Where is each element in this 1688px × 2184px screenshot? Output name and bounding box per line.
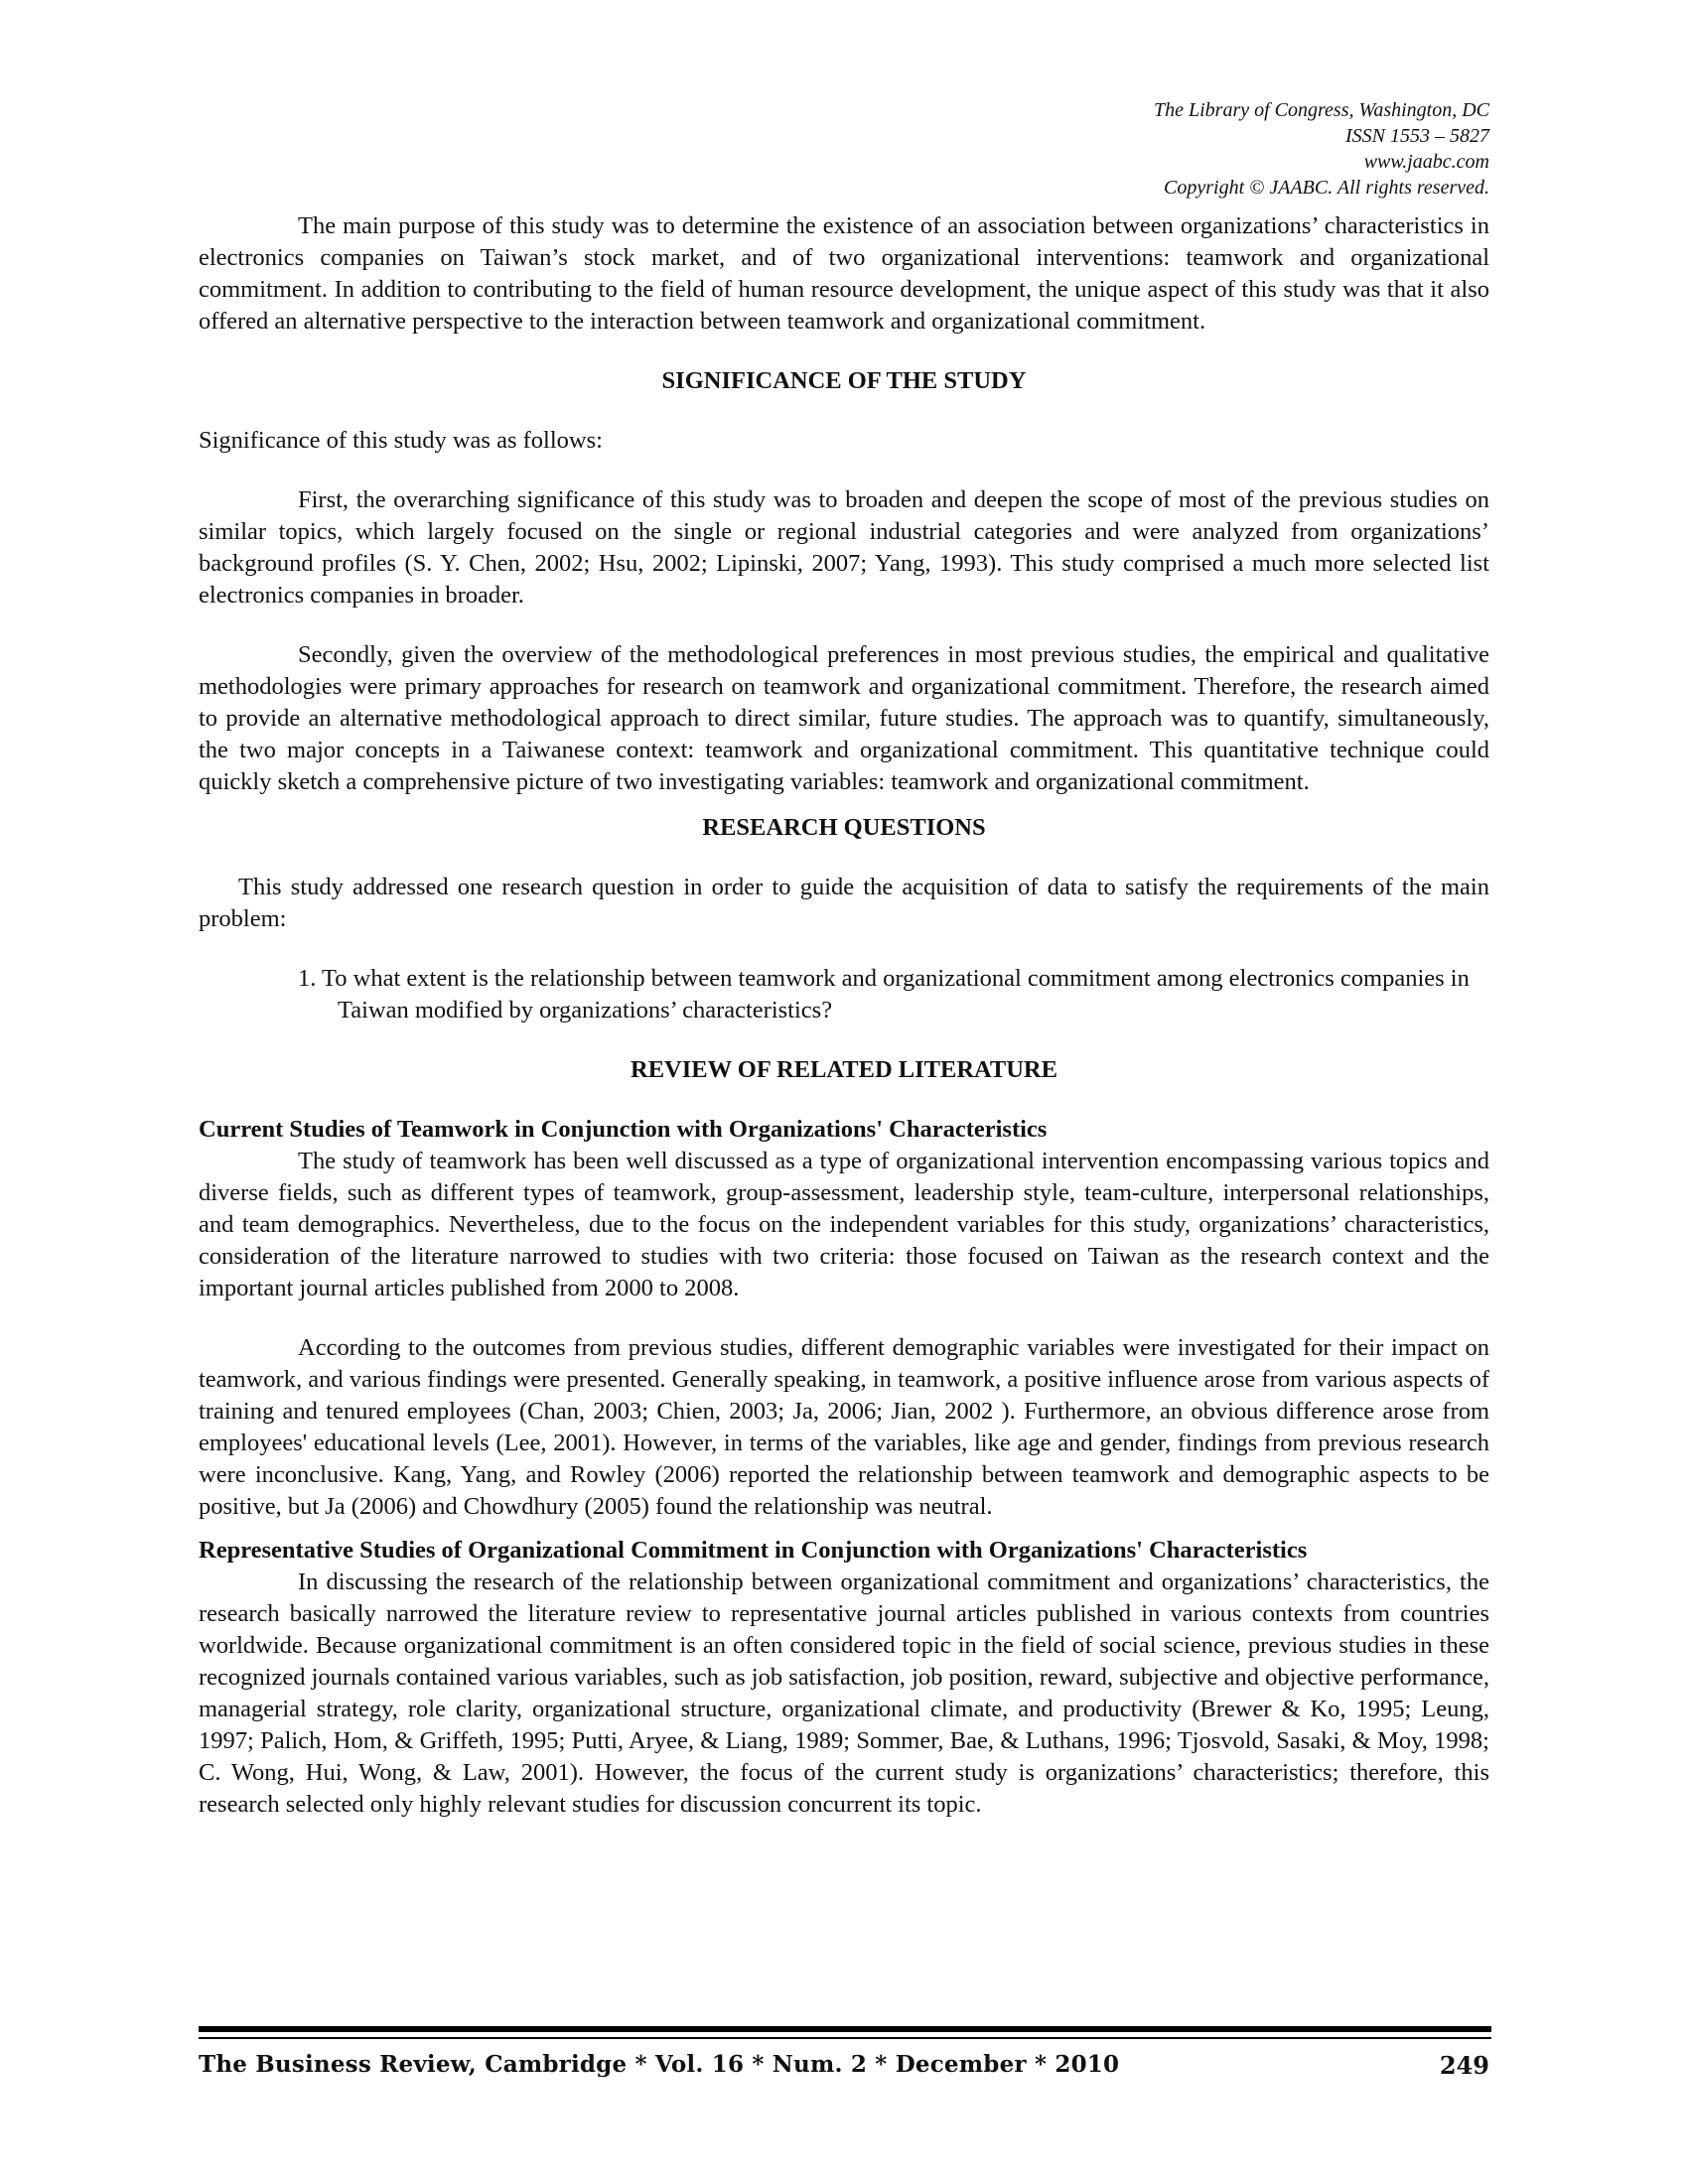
- subheading-teamwork: Current Studies of Teamwork in Conjunction with Organizations' Characteristics: [199, 1116, 1048, 1143]
- section-heading-research-questions: RESEARCH QUESTIONS: [702, 814, 986, 841]
- research-question-1: 1. To what extent is the relationship between teamwork and organizational commitment among electronics companies in Taiwan modified by organizations’ characteristics?: [298, 965, 1470, 1024]
- footer-page-number: 249: [1439, 2051, 1489, 2080]
- significance-lead: Significance of this study was as follows:: [199, 427, 603, 454]
- significance-paragraph-1: First, the overarching significance of this study was to broaden and deepen the scope of most of the previous studies on similar topics, which largely focused on the single or regional industrial categories and were analyzed from organizations’ background profiles (S. Y. Chen, 2002; Hsu, 2002; Lipinski, 2007; Yang, 1993). This study comprised a much more selected list electronics companies in broader.: [199, 486, 1489, 609]
- teamwork-paragraph-2: According to the outcomes from previous studies, different demographic variables were investigated for their impact on teamwork, and various findings were presented. Generally speaking, in teamwork, a positive influence arose from various aspects of training and tenured employees (Chan, 2003; Chien, 2003; Ja, 2006; Jian, 2002 ). Furthermore, an obvious difference arose from employees' educational levels (Lee, 2001). However, in terms of the variables, like age and gender, findings from previous research were inconclusive. Kang, Yang, and Rowley (2006) reported the relationship between teamwork and demographic aspects to be positive, but Ja (2006) and Chowdhury (2005) found the relationship was neutral.: [199, 1334, 1489, 1520]
- header-issn: ISSN 1553 – 5827: [1345, 125, 1489, 147]
- header-website: www.jaabc.com: [1363, 151, 1489, 173]
- header-copyright: Copyright © JAABC. All rights reserved.: [1164, 177, 1489, 199]
- research-questions-lead: This study addressed one research question in order to guide the acquisition of data to satisfy the requirements of the main problem:: [199, 874, 1489, 932]
- footer-rule-thick: [199, 2026, 1491, 2032]
- footer-rule-thin: [199, 2037, 1491, 2039]
- footer-journal-citation: The Business Review, Cambridge * Vol. 16 * Num. 2 * December * 2010: [199, 2051, 1120, 2078]
- significance-paragraph-2: Secondly, given the overview of the methodological preferences in most previous studies, the empirical and qualitative methodologies were primary approaches for research on teamwork and organizational commitment. Therefore, the research aimed to provide an alternative methodological approach to direct similar, future studies. The approach was to quantify, simultaneously, the two major concepts in a Taiwanese context: teamwork and organizational commitment. This quantitative technique could quickly sketch a comprehensive picture of two investigating variables: teamwork and organizational commitment.: [199, 641, 1489, 795]
- commitment-paragraph-1: In discussing the research of the relationship between organizational commitment and organizations’ characteristics, the research basically narrowed the literature review to representative journal articles published in various contexts from countries worldwide. Because organizational commitment is an often considered topic in the field of social science, previous studies in these recognized journals contained various variables, such as job satisfaction, job position, reward, subjective and objective performance, managerial strategy, role clarity, organizational structure, organizational climate, and productivity (Brewer & Ko, 1995; Leung, 1997; Palich, Hom, & Griffeth, 1995; Putti, Aryee, & Liang, 1989; Sommer, Bae, & Luthans, 1996; Tjosvold, Sasaki, & Moy, 1998; C. Wong, Hui, Wong, & Law, 2001). However, the focus of the current study is organizations’ characteristics; therefore, this research selected only highly relevant studies for discussion concurrent its topic.: [199, 1569, 1489, 1818]
- subheading-organizational-commitment: Representative Studies of Organizational Commitment in Conjunction with Organizations' Characteristics: [199, 1537, 1308, 1564]
- running-header: [1154, 97, 1489, 201]
- section-heading-literature: REVIEW OF RELATED LITERATURE: [631, 1056, 1057, 1083]
- header-library: The Library of Congress, Washington, DC: [1153, 99, 1489, 121]
- intro-paragraph: The main purpose of this study was to determine the existence of an association between organizations’ characteristics in electronics companies on Taiwan’s stock market, and of two organizational interventions: teamwork and organizational commitment. In addition to contributing to the field of human resource development, the unique aspect of this study was that it also offered an alternative perspective to the interaction between teamwork and organizational commitment.: [199, 212, 1489, 335]
- teamwork-paragraph-1: The study of teamwork has been well discussed as a type of organizational intervention encompassing various topics and diverse fields, such as different types of teamwork, group-assessment, leadership style, team-culture, interpersonal relationships, and team demographics. Nevertheless, due to the focus on the independent variables for this study, organizations’ characteristics, consideration of the literature narrowed to studies with two criteria: those focused on Taiwan as the research context and the important journal articles published from 2000 to 2008.: [199, 1148, 1489, 1301]
- section-heading-significance: SIGNIFICANCE OF THE STUDY: [661, 367, 1027, 394]
- article-body: [199, 210, 1489, 1848]
